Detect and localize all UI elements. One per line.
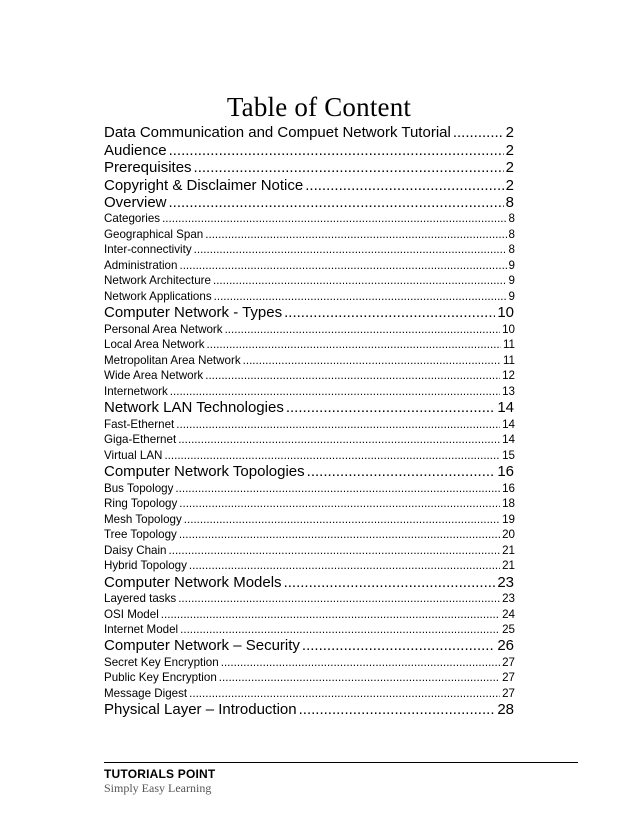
toc-entry-label: Network Applications xyxy=(104,289,212,303)
toc-entry-label: Tree Topology xyxy=(104,528,177,542)
table-of-contents xyxy=(104,124,517,718)
toc-page-number: 25 xyxy=(502,623,515,637)
toc-subentry[interactable] xyxy=(104,273,517,289)
toc-page-number: 10 xyxy=(502,322,515,336)
toc-entry-label: Message Digest xyxy=(104,686,188,700)
toc-entry-label: Inter-connectivity xyxy=(104,243,192,257)
toc-entry-label: Giga-Ethernet xyxy=(104,433,177,447)
toc-entry-label: Metropolitan Area Network xyxy=(104,353,241,367)
toc-dot-leader xyxy=(214,289,507,304)
toc-page-number: 16 xyxy=(502,481,515,495)
toc-dot-leader xyxy=(179,496,500,511)
toc-entry-label: Network LAN Technologies xyxy=(104,399,284,417)
toc-subentry[interactable] xyxy=(104,606,517,622)
toc-dot-leader xyxy=(302,637,495,654)
toc-page-number: 20 xyxy=(502,528,515,542)
toc-page-number: 18 xyxy=(502,497,515,511)
toc-subentry[interactable] xyxy=(104,337,517,353)
toc-dot-leader xyxy=(307,463,496,480)
toc-page-number: 27 xyxy=(502,655,515,669)
toc-dot-leader xyxy=(178,432,500,447)
toc-page-number: 12 xyxy=(502,369,515,383)
footer-divider xyxy=(104,762,578,763)
toc-dot-leader xyxy=(205,368,500,383)
toc-page-number: 8 xyxy=(508,227,515,241)
footer-brand: TUTORIALS POINT xyxy=(104,767,216,781)
toc-page-number: 21 xyxy=(502,559,515,573)
toc-page-number: 8 xyxy=(508,243,515,257)
toc-entry-label: Public Key Encryption xyxy=(104,671,217,685)
toc-page-number: 13 xyxy=(502,384,515,398)
toc-entry-label: Physical Layer – Introduction xyxy=(104,701,297,719)
toc-page-number: 9 xyxy=(508,258,515,272)
toc-dot-leader xyxy=(189,686,500,701)
toc-entry-label: Virtual LAN xyxy=(104,448,163,462)
toc-dot-leader xyxy=(170,384,500,399)
toc-entry-label: Bus Topology xyxy=(104,481,174,495)
toc-page-number: 24 xyxy=(502,607,515,621)
toc-subentry[interactable] xyxy=(104,416,517,432)
toc-page-number: 19 xyxy=(502,512,515,526)
toc-subentry[interactable] xyxy=(104,670,517,686)
toc-entry-label: Copyright & Disclaimer Notice xyxy=(104,176,304,194)
toc-page-number: 14 xyxy=(502,417,515,431)
toc-entry-label: Geographical Span xyxy=(104,227,204,241)
toc-dot-leader xyxy=(179,527,500,542)
toc-entry[interactable] xyxy=(104,159,517,176)
toc-entry-label: Audience xyxy=(104,141,167,159)
toc-page-number: 28 xyxy=(497,701,514,719)
toc-dot-leader xyxy=(169,142,504,159)
toc-entry-label: Prerequisites xyxy=(104,159,192,177)
toc-subentry[interactable] xyxy=(104,257,517,273)
toc-subentry[interactable] xyxy=(104,211,517,227)
toc-page-number: 14 xyxy=(497,399,514,417)
toc-dot-leader xyxy=(219,670,500,685)
toc-subentry[interactable] xyxy=(104,591,517,607)
toc-entry-label: Layered tasks xyxy=(104,592,177,606)
toc-entry[interactable] xyxy=(104,194,517,211)
toc-dot-leader xyxy=(178,591,500,606)
toc-dot-leader xyxy=(169,194,504,211)
toc-dot-leader xyxy=(169,543,501,558)
toc-page-number: 14 xyxy=(502,433,515,447)
toc-entry-label: Hybrid Topology xyxy=(104,559,187,573)
toc-dot-leader xyxy=(284,574,496,591)
toc-page-number: 26 xyxy=(497,637,514,655)
toc-entry-label: Local Area Network xyxy=(104,338,205,352)
toc-entry-label: Computer Network Topologies xyxy=(104,463,305,481)
toc-entry-label: Categories xyxy=(104,212,161,226)
toc-subentry[interactable] xyxy=(104,527,517,543)
toc-dot-leader xyxy=(180,622,500,637)
toc-dot-leader xyxy=(225,322,501,337)
toc-entry[interactable] xyxy=(104,124,517,141)
toc-entry-label: Overview xyxy=(104,193,167,211)
toc-subentry[interactable] xyxy=(104,383,517,399)
toc-entry-label: Internet Model xyxy=(104,623,179,637)
toc-page-number: 2 xyxy=(505,141,514,159)
toc-entry[interactable] xyxy=(104,304,517,321)
toc-page-number: 23 xyxy=(502,592,515,606)
toc-entry-label: Data Communication and Compuet Network Tutorial xyxy=(104,124,451,142)
toc-entry-label: OSI Model xyxy=(104,607,159,621)
toc-subentry[interactable] xyxy=(104,511,517,527)
toc-page-number: 2 xyxy=(505,124,514,142)
footer-tagline: Simply Easy Learning xyxy=(104,781,212,795)
toc-dot-leader xyxy=(221,655,500,670)
toc-dot-leader xyxy=(284,304,495,321)
toc-page-number: 8 xyxy=(505,193,514,211)
toc-entry-label: Computer Network - Types xyxy=(104,304,283,322)
toc-page-number: 11 xyxy=(502,338,515,352)
toc-dot-leader xyxy=(184,512,500,527)
toc-dot-leader xyxy=(213,273,507,288)
toc-page-number: 2 xyxy=(505,159,514,177)
toc-subentry[interactable] xyxy=(104,542,517,558)
toc-entry-label: Internetwork xyxy=(104,384,168,398)
toc-page-number: 2 xyxy=(505,176,514,194)
toc-subentry[interactable] xyxy=(104,352,517,368)
toc-dot-leader xyxy=(176,417,500,432)
toc-page-number: 9 xyxy=(508,274,515,288)
toc-subentry[interactable] xyxy=(104,321,517,337)
page-title: Table of Content xyxy=(226,92,412,122)
toc-dot-leader xyxy=(164,448,500,463)
toc-page-number: 8 xyxy=(508,212,515,226)
toc-page-number: 21 xyxy=(502,543,515,557)
toc-entry-label: Fast-Ethernet xyxy=(104,417,175,431)
toc-entry[interactable] xyxy=(104,701,517,718)
toc-dot-leader xyxy=(194,242,507,257)
toc-entry-label: Network Architecture xyxy=(104,274,211,288)
toc-entry[interactable] xyxy=(104,176,517,193)
toc-dot-leader xyxy=(161,607,500,622)
toc-page-number: 27 xyxy=(502,671,515,685)
toc-dot-leader xyxy=(305,177,503,194)
toc-subentry[interactable] xyxy=(104,558,517,574)
toc-page-number: 11 xyxy=(502,353,515,367)
toc-dot-leader xyxy=(189,558,500,573)
toc-subentry[interactable] xyxy=(104,685,517,701)
toc-page-number: 23 xyxy=(497,573,514,591)
toc-entry[interactable] xyxy=(104,463,517,480)
toc-subentry[interactable] xyxy=(104,226,517,242)
toc-subentry[interactable] xyxy=(104,432,517,448)
toc-entry-label: Mesh Topology xyxy=(104,512,182,526)
toc-page-number: 9 xyxy=(508,289,515,303)
toc-entry[interactable] xyxy=(104,399,517,416)
toc-subentry[interactable] xyxy=(104,447,517,463)
toc-dot-leader xyxy=(194,159,504,176)
toc-entry-label: Ring Topology xyxy=(104,497,178,511)
toc-entry[interactable] xyxy=(104,637,517,654)
toc-subentry[interactable] xyxy=(104,242,517,258)
toc-entry-label: Computer Network Models xyxy=(104,573,282,591)
toc-dot-leader xyxy=(299,701,496,718)
toc-dot-leader xyxy=(286,399,495,416)
toc-subentry[interactable] xyxy=(104,496,517,512)
toc-dot-leader xyxy=(175,481,500,496)
toc-dot-leader xyxy=(162,211,506,226)
toc-dot-leader xyxy=(179,258,506,273)
toc-entry[interactable] xyxy=(104,573,517,590)
toc-entry-label: Computer Network – Security xyxy=(104,637,300,655)
toc-entry-label: Secret Key Encryption xyxy=(104,655,219,669)
toc-subentry[interactable] xyxy=(104,654,517,670)
toc-entry-label: Wide Area Network xyxy=(104,369,204,383)
toc-dot-leader xyxy=(207,337,501,352)
toc-subentry[interactable] xyxy=(104,480,517,496)
toc-entry-label: Administration xyxy=(104,258,178,272)
toc-page-number: 27 xyxy=(502,686,515,700)
toc-entry-label: Personal Area Network xyxy=(104,322,223,336)
toc-subentry[interactable] xyxy=(104,368,517,384)
toc-subentry[interactable] xyxy=(104,288,517,304)
toc-entry[interactable] xyxy=(104,141,517,158)
toc-entry-label: Daisy Chain xyxy=(104,543,167,557)
toc-dot-leader xyxy=(453,124,504,141)
toc-page-number: 16 xyxy=(497,463,514,481)
toc-page-number: 15 xyxy=(502,448,515,462)
toc-dot-leader xyxy=(243,353,501,368)
toc-page-number: 10 xyxy=(497,304,514,322)
toc-subentry[interactable] xyxy=(104,622,517,638)
toc-dot-leader xyxy=(205,227,506,242)
